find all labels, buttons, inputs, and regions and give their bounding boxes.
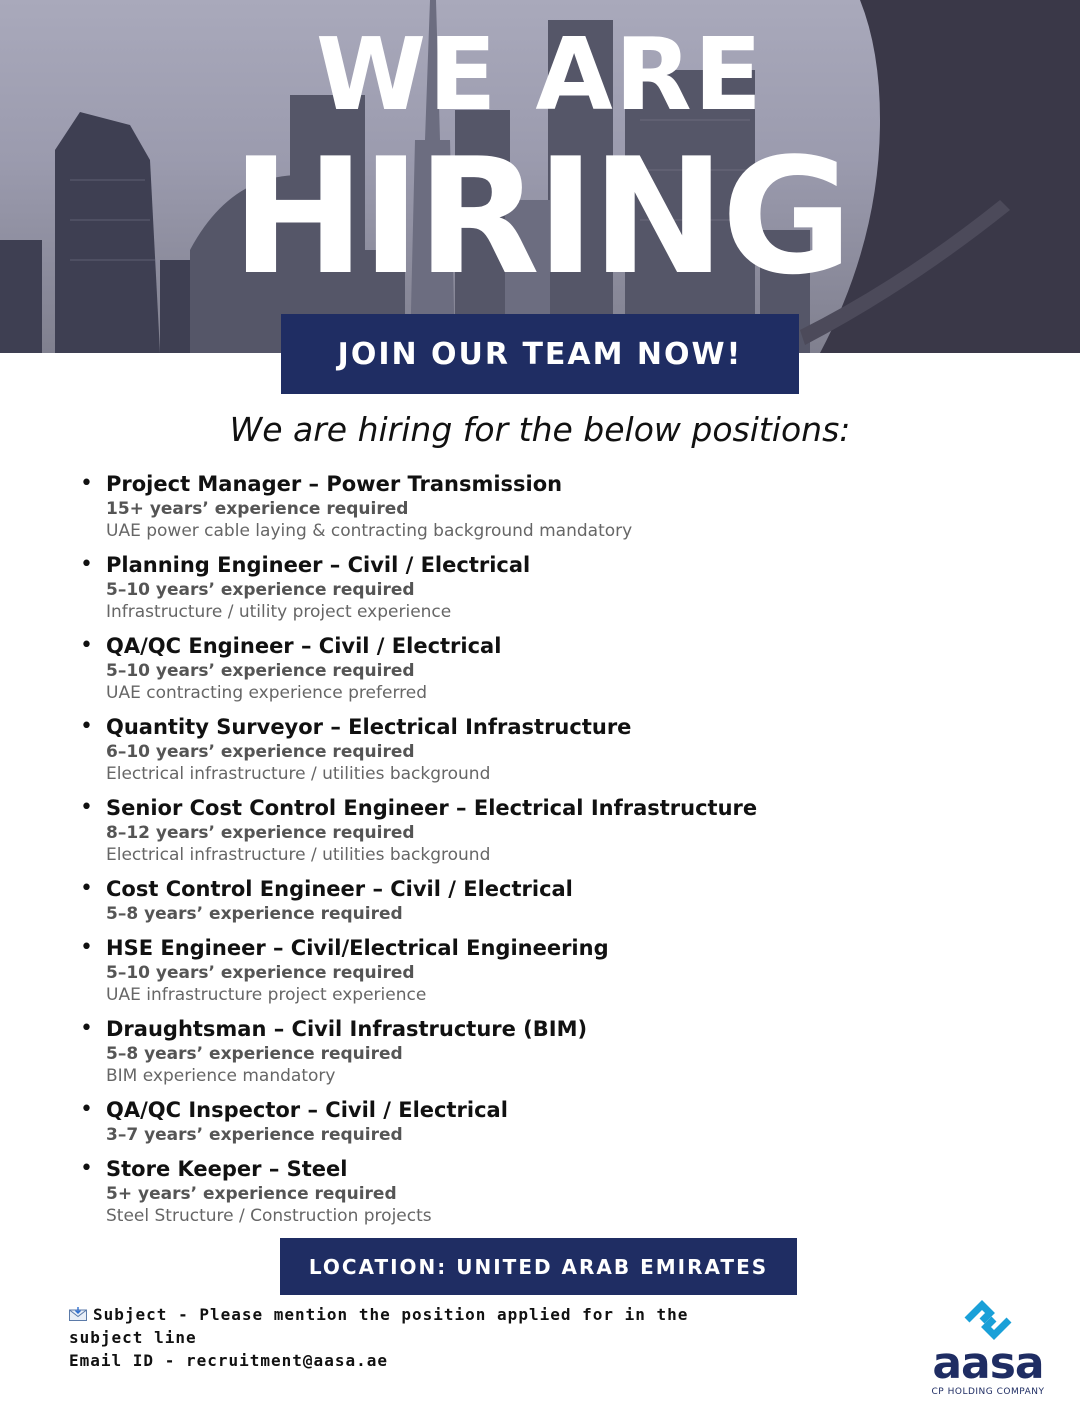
position-note: UAE infrastructure project experience xyxy=(106,985,427,1005)
position-note: BIM experience mandatory xyxy=(106,1066,336,1086)
position-experience: 5–10 years’ experience required xyxy=(106,580,415,600)
bullet-icon: • xyxy=(80,795,93,820)
bullet-icon: • xyxy=(80,633,93,658)
list-item xyxy=(80,1155,980,1227)
list-item xyxy=(80,934,980,1006)
position-title: Senior Cost Control Engineer – Electrical Infrastructure xyxy=(106,796,758,820)
position-note: UAE power cable laying & contracting background mandatory xyxy=(106,521,633,541)
logo-subtitle: CP HOLDING COMPANY xyxy=(931,1387,1045,1397)
position-experience: 5–10 years’ experience required xyxy=(106,661,415,681)
bullet-icon: • xyxy=(80,1156,93,1181)
position-note: Electrical infrastructure / utilities background xyxy=(106,845,491,865)
positions-list xyxy=(80,470,980,1236)
bullet-icon: • xyxy=(80,1097,93,1122)
list-item xyxy=(80,551,980,623)
bullet-icon: • xyxy=(80,935,93,960)
hero-banner xyxy=(0,0,1080,353)
position-experience: 5–10 years’ experience required xyxy=(106,963,415,983)
position-title: Quantity Surveyor – Electrical Infrastructure xyxy=(106,715,632,739)
position-title: Draughtsman – Civil Infrastructure (BIM) xyxy=(106,1017,588,1041)
position-title: Store Keeper – Steel xyxy=(106,1157,348,1181)
subject-line-text: Subject - Please mention the position applied for in the subject line xyxy=(69,1305,689,1347)
positions-subtitle: We are hiring for the below positions: xyxy=(229,410,851,449)
list-item xyxy=(80,1096,980,1146)
join-team-banner: JOIN OUR TEAM NOW! xyxy=(281,314,799,394)
subject-instruction xyxy=(69,1303,709,1349)
logo-wordmark: aasa xyxy=(932,1338,1044,1389)
envelope-icon xyxy=(69,1307,87,1321)
position-title: QA/QC Inspector – Civil / Electrical xyxy=(106,1098,508,1122)
bullet-icon: • xyxy=(80,552,93,577)
list-item xyxy=(80,470,980,542)
position-title: Planning Engineer – Civil / Electrical xyxy=(106,553,531,577)
position-title: QA/QC Engineer – Civil / Electrical xyxy=(106,634,502,658)
position-note: Infrastructure / utility project experience xyxy=(106,602,452,622)
email-line: Email ID - recruitment@aasa.ae xyxy=(69,1351,388,1370)
position-note: Electrical infrastructure / utilities background xyxy=(106,764,491,784)
position-experience: 5–8 years’ experience required xyxy=(106,904,403,924)
position-experience: 5+ years’ experience required xyxy=(106,1184,397,1204)
position-experience: 8–12 years’ experience required xyxy=(106,823,415,843)
position-note: Steel Structure / Construction projects xyxy=(106,1206,432,1226)
position-experience: 3–7 years’ experience required xyxy=(106,1125,403,1145)
company-logo xyxy=(918,1295,1058,1400)
list-item xyxy=(80,1015,980,1087)
position-title: Cost Control Engineer – Civil / Electrical xyxy=(106,877,573,901)
bullet-icon: • xyxy=(80,714,93,739)
hero-heading-line1: WE ARE xyxy=(315,16,765,133)
list-item xyxy=(80,794,980,866)
hero-heading-line2: HIRING xyxy=(231,123,849,310)
aasa-logo-mark-icon xyxy=(953,1299,1023,1341)
bullet-icon: • xyxy=(80,1016,93,1041)
list-item xyxy=(80,632,980,704)
position-experience: 5–8 years’ experience required xyxy=(106,1044,403,1064)
list-item xyxy=(80,713,980,785)
bullet-icon: • xyxy=(80,876,93,901)
location-banner: LOCATION: UNITED ARAB EMIRATES xyxy=(280,1238,797,1295)
application-instructions xyxy=(69,1303,709,1372)
position-title: HSE Engineer – Civil/Electrical Engineering xyxy=(106,936,609,960)
position-title: Project Manager – Power Transmission xyxy=(106,472,563,496)
position-note: UAE contracting experience preferred xyxy=(106,683,428,703)
list-item xyxy=(80,875,980,925)
bullet-icon: • xyxy=(80,471,93,496)
position-experience: 6–10 years’ experience required xyxy=(106,742,415,762)
position-experience: 15+ years’ experience required xyxy=(106,499,409,519)
